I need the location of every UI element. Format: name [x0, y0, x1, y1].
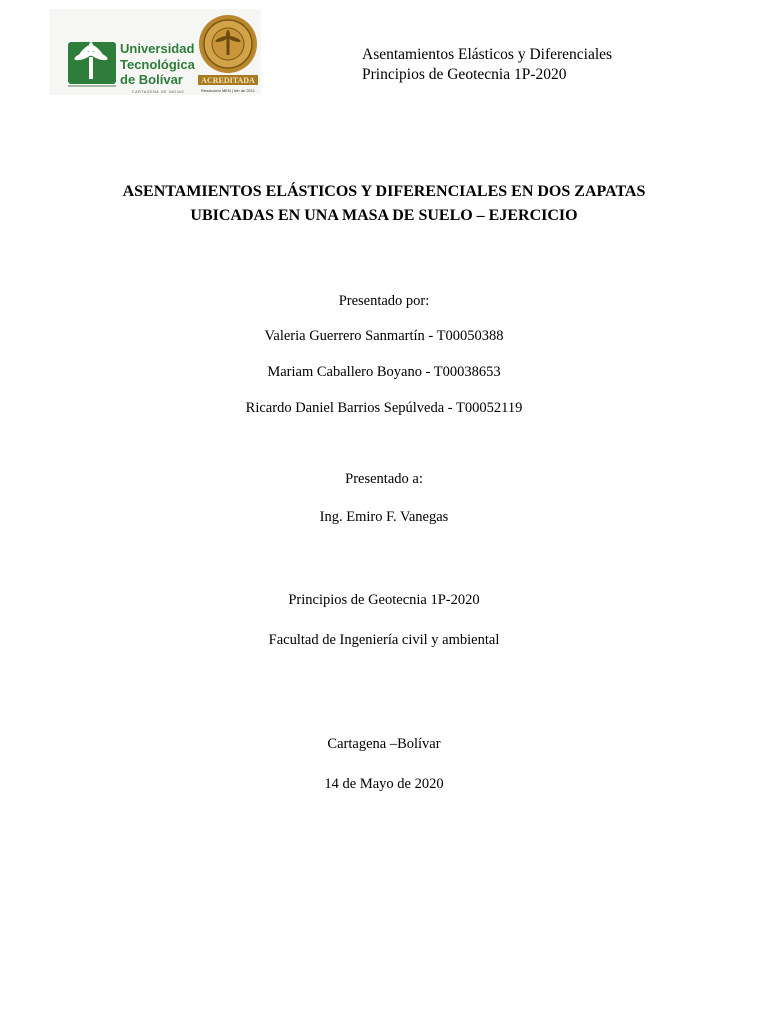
city: Cartagena –Bolívar	[327, 736, 441, 752]
document-title	[0, 180, 768, 228]
seal-caption: Resolución MEN | feb de 2011	[201, 88, 255, 93]
seal-label: ACREDITADA	[201, 76, 255, 85]
running-header	[362, 45, 612, 85]
university-logo	[50, 9, 261, 95]
logo-text-line1: Universidad	[120, 41, 195, 56]
accreditation-seal-icon	[198, 15, 258, 85]
logo-text-line3: de Bolívar	[120, 72, 183, 87]
professor-name: Ing. Emiro F. Vanegas	[319, 509, 449, 525]
course-name: Principios de Geotecnia 1P-2020	[288, 592, 480, 608]
header-line-2: Principios de Geotecnia 1P-2020	[362, 66, 567, 83]
logo-text-line2: Tecnológica	[120, 57, 195, 72]
presented-by-label: Presentado por:	[338, 293, 430, 309]
logo-graphic	[50, 9, 261, 95]
presented-to-label: Presentado a:	[345, 471, 423, 487]
header-line-1: Asentamientos Elásticos y Diferenciales	[362, 46, 613, 63]
author-3: Ricardo Daniel Barrios Sepúlveda - T00052119	[245, 400, 523, 416]
title-line-1: ASENTAMIENTOS ELÁSTICOS Y DIFERENCIALES EN DOS ZAPATAS	[122, 183, 646, 200]
logo-tagline: CARTAGENA DE INDIAS	[132, 90, 185, 94]
author-1: Valeria Guerrero Sanmartín - T00050388	[264, 328, 504, 344]
author-2: Mariam Caballero Boyano - T00038653	[267, 364, 501, 380]
faculty-name: Facultad de Ingeniería civil y ambiental	[268, 632, 500, 648]
date: 14 de Mayo de 2020	[324, 776, 444, 792]
title-line-2: UBICADAS EN UNA MASA DE SUELO – EJERCICIO	[190, 207, 578, 224]
